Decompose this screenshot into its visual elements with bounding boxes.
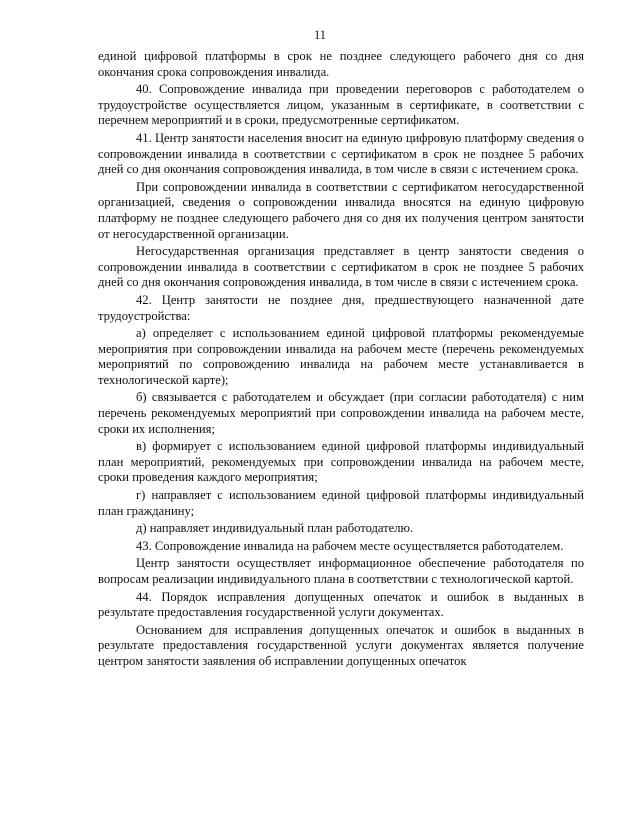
paragraph-correction-basis: Основанием для исправления допущенных опечаток и ошибок в выданных в результате предоставления государственной услуги документах является получение центром занятости заявления об исправлении допущенных опечаток xyxy=(98,622,584,668)
paragraph-ngo-reporting: Негосударственная организация представляет в центр занятости сведения о сопровождении инвалида в соответствии с сертификатом в срок не позднее 5 рабочих дней со дня окончания сопровождения инвалида, в том числе в связи с истечением срока. xyxy=(98,244,584,290)
paragraph-subitem-a: а) определяет с использованием единой цифровой платформы рекомендуемые мероприятия при сопровождении инвалида на рабочем месте (перечень рекомендуемых мероприятий по сопровождению инвалида на рабочем месте устанавливается в технологической карте); xyxy=(98,326,584,387)
paragraph-info-support: Центр занятости осуществляет информационное обеспечение работодателя по вопросам реализации индивидуального плана в соответствии с технологической картой. xyxy=(98,556,584,586)
page-body xyxy=(98,49,584,670)
page-number: 11 xyxy=(313,28,327,42)
paragraph-subitem-v: в) формирует с использованием единой цифровой платформы индивидуальный план мероприятий, рекомендуемых при сопровождении инвалида на рабочем месте, сроки проведения каждого мероприятия; xyxy=(98,439,584,485)
paragraph-item-41: 41. Центр занятости населения вносит на единую цифровую платформу сведения о сопровождении инвалида в соответствии с сертификатом в срок не позднее 5 рабочих дней со дня окончания сопровождения инвалида, в том числе в связи с истечением срока. xyxy=(98,130,584,177)
paragraph-item-44: 44. Порядок исправления допущенных опечаток и ошибок в выданных в результате предоставления государственной услуги документах. xyxy=(98,589,584,620)
paragraph-continuation: единой цифровой платформы в срок не позднее следующего рабочего дня со дня окончания срока сопровождения инвалида. xyxy=(98,49,584,79)
paragraph-item-43: 43. Сопровождение инвалида на рабочем месте осуществляется работодателем. xyxy=(136,538,564,553)
paragraph-item-40: 40. Сопровождение инвалида при проведении переговоров с работодателем о трудоустройстве осуществляется лицом, указанным в сертификате, в соответствии с перечнем мероприятий и в сроки, предусмотренные сертификатом. xyxy=(98,82,584,128)
paragraph-ngo-accompaniment: При сопровождении инвалида в соответствии с сертификатом негосударственной организацией, сведения о сопровождении инвалида вносятся на единую цифровую платформу не позднее следующего рабочего дня со дня их получения центром занятости от негосударственной организации. xyxy=(98,179,584,241)
paragraph-item-42: 42. Центр занятости не позднее дня, предшествующего назначенной дате трудоустройства: xyxy=(98,292,584,323)
paragraph-subitem-g: г) направляет с использованием единой цифровой платформы индивидуальный план гражданину; xyxy=(98,488,584,518)
paragraph-subitem-d: д) направляет индивидуальный план работодателю. xyxy=(136,521,414,536)
paragraph-subitem-b: б) связывается с работодателем и обсуждает (при согласии работодателя) с ним перечень рекомендуемых мероприятий при сопровождении инвалида на рабочем месте, сроки их исполнения; xyxy=(98,390,584,436)
